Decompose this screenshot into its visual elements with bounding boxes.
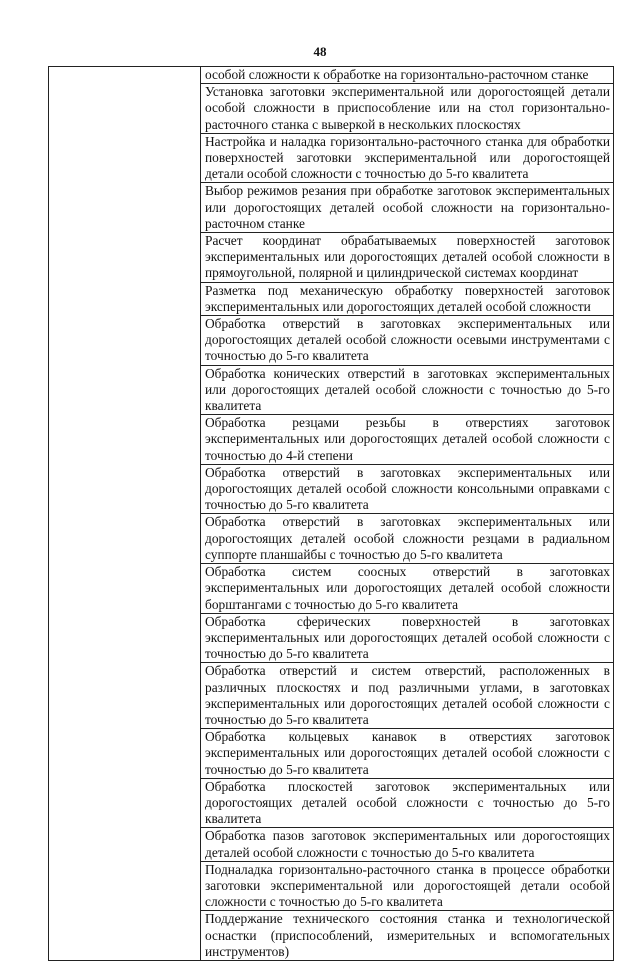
table-cell [201, 514, 614, 564]
table-cell [201, 316, 614, 366]
table-cell [201, 911, 614, 961]
table-cell [201, 564, 614, 614]
page-number: 48 [313, 44, 327, 59]
table-cell [201, 729, 614, 779]
cell-text: Расчет координат обрабатываемых поверхностей заготовок экспериментальных или дорогостоящих деталей особой сложности в прямоугольной, полярной и цилиндрической системах координат [205, 233, 610, 281]
table-cell [201, 183, 614, 233]
table-cell [201, 415, 614, 465]
labor-actions-table [48, 66, 614, 961]
cell-text: Разметка под механическую обработку поверхностей заготовок экспериментальных или дорогостоящих деталей особой сложности [205, 282, 610, 314]
cell-text: Обработка сферических поверхностей в заготовках экспериментальных или дорогостоящих деталей особой сложности с точностью до 5-го квалитета [205, 613, 610, 662]
table-cell [201, 663, 614, 729]
cell-text: Подналадка горизонтально-расточного станка в процессе обработки заготовки экспериментальной или дорогостоящей детали особой сложности с точностью до 5-го квалитета [205, 861, 610, 910]
cell-text: Обработка отверстий в заготовках экспериментальных или дорогостоящих деталей особой сложности резцами в радиальном суппорте планшайбы с точностью до 5-го квалитета [205, 514, 610, 562]
cell-text: Обработка отверстий в заготовках экспериментальных или дорогостоящих деталей особой сложности консольными оправками с точностью до 5-го квалитета [205, 464, 610, 513]
cell-text: Настройка и наладка горизонтально-расточного станка для обработки поверхностей заготовки экспериментальной или дорогостоящей детали особой сложности с точностью до 5-го квалитета [205, 133, 610, 182]
cell-text: особой сложности к обработке на горизонтально-расточном станке [205, 67, 589, 82]
table-left-column [49, 67, 201, 961]
table-cell [201, 778, 614, 828]
table-cell [201, 233, 614, 283]
cell-text: Поддержание технического состояния станка и технологической оснастки (приспособлений, измерительных и вспомогательных инструментов) [205, 911, 610, 959]
cell-text: Обработка резцами резьбы в отверстиях заготовок экспериментальных или дорогостоящих деталей особой сложности с точностью до 4-й степени [205, 415, 610, 463]
table-cell [201, 133, 614, 183]
cell-text: Обработка кольцевых канавок в отверстиях заготовок экспериментальных или дорогостоящих деталей особой сложности с точностью до 5-го квалитета [205, 729, 610, 777]
cell-text: Обработка пазов заготовок экспериментальных или дорогостоящих деталей особой сложности с точностью до 5-го квалитета [205, 828, 610, 860]
table-cell [201, 365, 614, 415]
cell-text: Обработка систем соосных отверстий в заготовках экспериментальных или дорогостоящих деталей особой сложности борштангами с точностью до 5-го квалитета [205, 564, 610, 612]
table-cell [201, 828, 614, 861]
table-row [49, 67, 614, 84]
cell-text: Обработка отверстий и систем отверстий, расположенных в различных плоскостях и под различными углами, в заготовках экспериментальных или дорогостоящих деталей особой сложности с точностью до 5-го квалитета [205, 663, 610, 727]
cell-text: Установка заготовки экспериментальной или дорогостоящей детали особой сложности в приспособление или на стол горизонтально-расточного станка с выверкой в нескольких плоскостях [205, 84, 610, 132]
table-cell [201, 861, 614, 911]
table-cell [201, 67, 614, 84]
table-cell [201, 84, 614, 134]
table-cell [201, 613, 614, 663]
table-cell [201, 282, 614, 315]
table-cell [201, 464, 614, 514]
cell-text: Обработка отверстий в заготовках экспериментальных или дорогостоящих деталей особой сложности осевыми инструментами с точностью до 5-го квалитета [205, 316, 610, 364]
cell-text: Выбор режимов резания при обработке заготовок экспериментальных или дорогостоящих деталей особой сложности на горизонтально-расточном станке [205, 183, 610, 231]
cell-text: Обработка конических отверстий в заготовках экспериментальных или дорогостоящих деталей особой сложности с точностью до 5-го квалитета [205, 365, 610, 414]
cell-text: Обработка плоскостей заготовок экспериментальных или дорогостоящих деталей особой сложности с точностью до 5-го квалитета [205, 778, 610, 827]
